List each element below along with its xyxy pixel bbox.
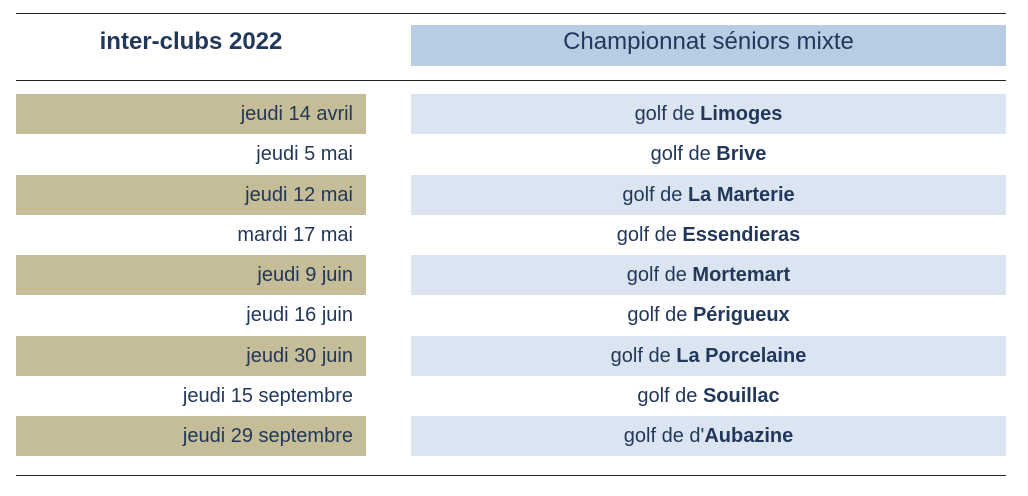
date-cell: mardi 17 mai	[237, 223, 353, 246]
venue-name: Brive	[716, 143, 767, 166]
championship-title: Championnat séniors mixte	[411, 25, 1006, 66]
venue-name: Mortemart	[692, 264, 791, 286]
bottom-divider	[16, 475, 1006, 476]
venue-cell	[411, 134, 1006, 174]
table-row	[0, 134, 1028, 174]
venue-cell	[411, 94, 1006, 134]
venue-name: Souillac	[702, 384, 780, 407]
date-cell: jeudi 16 juin	[246, 304, 353, 327]
date-cell: jeudi 30 juin	[16, 336, 366, 376]
venue-prefix: golf de	[650, 143, 717, 166]
venue-cell	[411, 416, 1006, 456]
venue-name: La Porcelaine	[676, 344, 807, 367]
venue-cell	[411, 215, 1006, 255]
venue-prefix: golf de d'	[623, 425, 705, 447]
date-cell: jeudi 15 septembre	[182, 384, 353, 407]
venue-cell	[411, 376, 1006, 416]
page-title: inter-clubs 2022	[99, 28, 283, 55]
venue-cell	[411, 255, 1006, 295]
venue-name: La Marterie	[687, 183, 795, 206]
date-cell: jeudi 12 mai	[16, 175, 366, 215]
venue-prefix: golf de	[616, 223, 683, 246]
date-cell: jeudi 9 juin	[16, 255, 366, 295]
date-cell: jeudi 14 avril	[16, 94, 366, 134]
venue-prefix: golf de	[627, 304, 693, 327]
table-row	[0, 416, 1028, 456]
venue-name: Essendieras	[682, 223, 801, 246]
date-cell: jeudi 5 mai	[256, 143, 353, 166]
venue-prefix: golf de	[637, 384, 703, 407]
table-row	[0, 376, 1028, 416]
venue-prefix: golf de	[626, 264, 693, 286]
venue-name: Limoges	[700, 103, 783, 125]
venue-prefix: golf de	[634, 103, 701, 125]
table-row	[0, 215, 1028, 255]
schedule-table	[0, 94, 1028, 456]
date-cell: jeudi 29 septembre	[16, 416, 366, 456]
header-divider	[16, 80, 1006, 81]
venue-name: Aubazine	[704, 425, 794, 447]
table-row	[0, 295, 1028, 335]
venue-cell	[411, 336, 1006, 376]
table-row	[0, 175, 1028, 215]
venue-cell	[411, 295, 1006, 335]
venue-prefix: golf de	[610, 344, 677, 367]
venue-prefix: golf de	[622, 183, 688, 206]
venue-name: Périgueux	[692, 304, 790, 327]
table-row	[0, 336, 1028, 376]
table-row	[0, 255, 1028, 295]
table-row	[0, 94, 1028, 134]
top-divider	[16, 13, 1006, 14]
venue-cell	[411, 175, 1006, 215]
